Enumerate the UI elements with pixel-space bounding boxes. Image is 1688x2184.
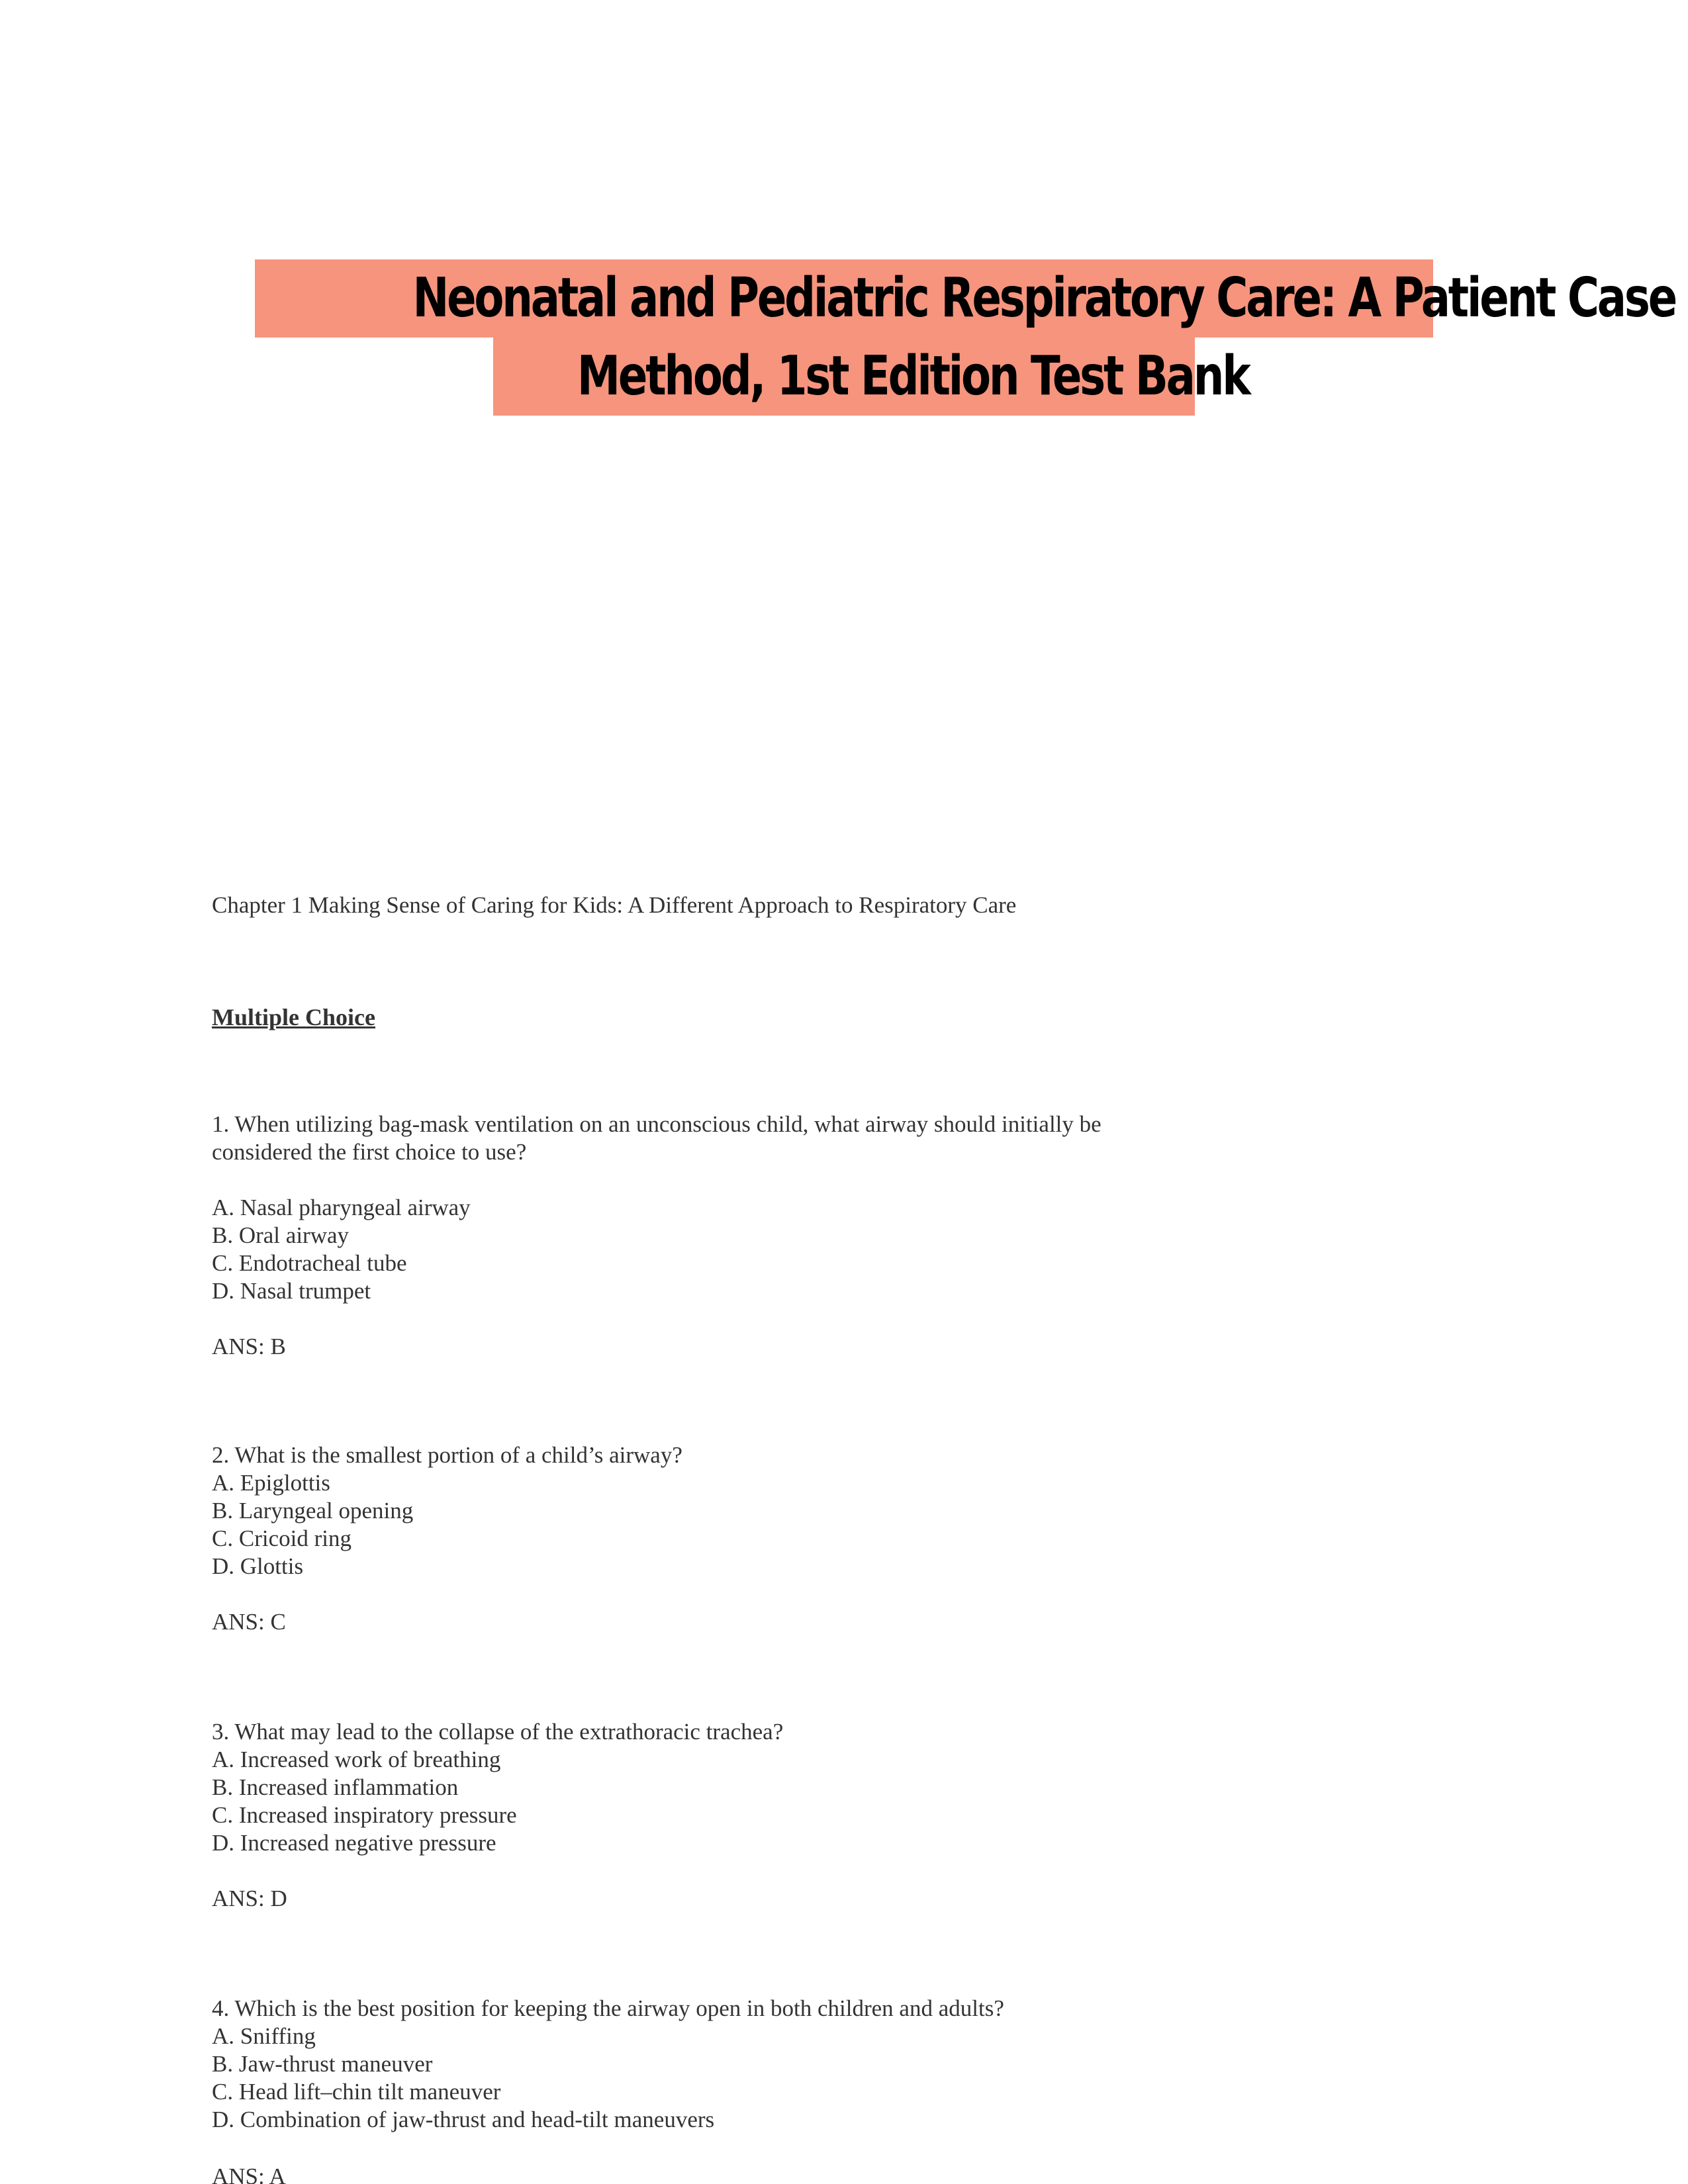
option-b: B. Jaw-thrust maneuver bbox=[212, 2051, 433, 2077]
option-d: D. Glottis bbox=[212, 1553, 304, 1579]
option-a: A. Epiglottis bbox=[212, 1470, 330, 1496]
option-a: A. Sniffing bbox=[212, 2023, 316, 2049]
option-b: B. Laryngeal opening bbox=[212, 1498, 414, 1524]
option-c: C. Endotracheal tube bbox=[212, 1250, 407, 1276]
answer-key: ANS: C bbox=[212, 1609, 286, 1635]
question-stem: 2. What is the smallest portion of a child’s airway? bbox=[212, 1442, 682, 1468]
question-4 bbox=[212, 1995, 1205, 2134]
option-c: C. Increased inspiratory pressure bbox=[212, 1802, 517, 1828]
question-stem: 1. When utilizing bag-mask ventilation on an unconscious child, what airway should initially be considered the first choice to use? bbox=[212, 1111, 1102, 1165]
question-stem: 4. Which is the best position for keeping the airway open in both children and adults? bbox=[212, 1995, 1004, 2021]
section-heading: Multiple Choice bbox=[212, 1004, 375, 1030]
answer-key-partial: ANS: A bbox=[212, 2163, 286, 2184]
answer-options bbox=[212, 1746, 1205, 1857]
answer-key: ANS: D bbox=[212, 1886, 287, 1911]
question-3 bbox=[212, 1718, 1205, 1913]
answer-options bbox=[212, 1469, 1205, 1580]
option-c: C. Head lift–chin tilt maneuver bbox=[212, 2079, 501, 2105]
document-title bbox=[0, 259, 1688, 416]
answer-options bbox=[212, 1194, 1205, 1305]
option-b: B. Oral airway bbox=[212, 1222, 350, 1248]
answer-key: ANS: B bbox=[212, 1334, 286, 1359]
option-a: A. Increased work of breathing bbox=[212, 1747, 501, 1772]
option-d: D. Nasal trumpet bbox=[212, 1278, 371, 1304]
answer-options bbox=[212, 2023, 1205, 2134]
option-a: A. Nasal pharyngeal airway bbox=[212, 1195, 471, 1220]
question-stem: 3. What may lead to the collapse of the extrathoracic trachea? bbox=[212, 1719, 784, 1745]
question-2 bbox=[212, 1441, 1205, 1636]
chapter-heading: Chapter 1 Making Sense of Caring for Kids: A Different Approach to Respiratory Care bbox=[212, 892, 1017, 918]
option-b: B. Increased inflammation bbox=[212, 1774, 459, 1800]
title-line-1: Neonatal and Pediatric Respiratory Care: A Patient Case bbox=[255, 259, 1433, 338]
question-1 bbox=[212, 1111, 1205, 1361]
option-d: D. Increased negative pressure bbox=[212, 1830, 496, 1856]
option-c: C. Cricoid ring bbox=[212, 1525, 352, 1551]
title-line-2: Method, 1st Edition Test Bank bbox=[493, 338, 1195, 416]
option-d: D. Combination of jaw-thrust and head-tilt maneuvers bbox=[212, 2107, 715, 2132]
